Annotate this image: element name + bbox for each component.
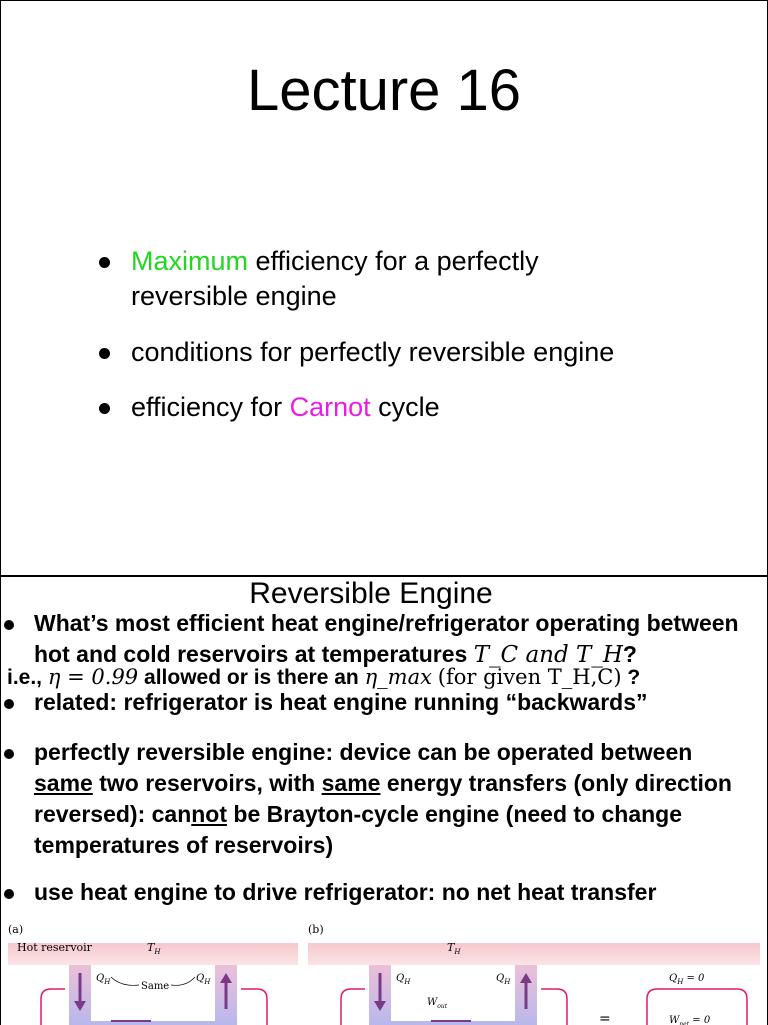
ie-prefix: i.e., [7,666,43,689]
math-temperatures: T_C and T_H [473,642,623,668]
math-eta-max: η_max [364,665,432,689]
bullet-conditions [99,335,659,370]
bullet-text: conditions for perfectly reversible engine [131,337,615,367]
same-label: Same [141,981,170,992]
bullet-perfectly-reversible [1,737,751,861]
question-mark: ? [622,641,637,667]
bullet-dot [4,889,14,899]
bullet-dot [99,257,110,268]
wout-label: $W_{out}$ [427,997,448,1010]
slide-title: Lecture 16 [246,58,522,123]
qh-label-a2: $Q_H$ [196,973,211,986]
flow-channel-a [69,965,237,1025]
highlight-maximum: Maximum [131,246,249,276]
bullet-carnot [99,390,659,425]
bullet-maximum-efficiency [99,244,659,314]
qh-label-b2: $Q_H$ [496,973,511,986]
underline-same: same [34,770,93,796]
bullet-text: use heat engine to drive refrigerator: no net heat transfer [34,879,657,905]
underline-same: same [321,770,381,796]
label-b: (b) [308,923,324,936]
math-given: (for given T_H,C) [437,665,622,689]
bullet-dot [4,749,14,759]
ie-middle: allowed or is there an [144,666,359,689]
bullet-dot [99,403,110,414]
qh-label-b1: $Q_H$ [396,973,411,986]
question-mark: ? [627,666,641,689]
bullet-most-efficient [1,608,767,671]
bullet-text: efficiency for a perfectly reversible engine [131,246,539,311]
text-part: be Brayton-cycle engine (need to change temperatures of reservoirs) [34,801,683,858]
slide-title: Reversible Engine [249,577,493,610]
hot-reservoir-b [308,943,760,965]
bullet-line2: hot and cold reservoirs at temperatures [34,641,468,667]
hot-reservoir-label: Hot reservoir [17,941,92,954]
engine-refrigerator-figure [1,921,767,1025]
qh-label-a1: $Q_H$ [96,973,111,986]
bullet-dot [99,348,110,359]
bullet-text: efficiency for [131,392,290,422]
bullet-refrigerator-backwards [1,687,767,718]
bullet-line1: What’s most efficient heat engine/refrigerator operating between [34,610,739,636]
slide-reversible-engine [0,576,768,1025]
text-part: perfectly reversible engine: device can be operated between [34,739,693,765]
bullet-text-end: cycle [370,392,440,422]
wnet-label: $W_{net} = 0$ [669,1015,711,1025]
text-part: energy transfers (only direction reversed): can [34,770,732,827]
flow-channel-b [369,965,537,1025]
th-label-b: $T_H$ [447,941,461,956]
th-label-a: $T_H$ [147,941,161,956]
bullet-dot [4,699,14,709]
qh-zero-label: $Q_H = 0$ [669,973,705,986]
bullet-text: related: refrigerator is heat engine running “backwards” [34,689,648,715]
bullet-dot [4,620,14,630]
underline-not: not [191,801,228,827]
text-part: two reservoirs, with [92,770,322,796]
label-a: (a) [8,923,24,936]
bullet-heat-engine-drive [1,877,767,908]
highlight-carnot: Carnot [289,392,371,422]
math-eta: η = 0.99 [47,665,139,689]
equals-sign: = [599,1011,611,1025]
